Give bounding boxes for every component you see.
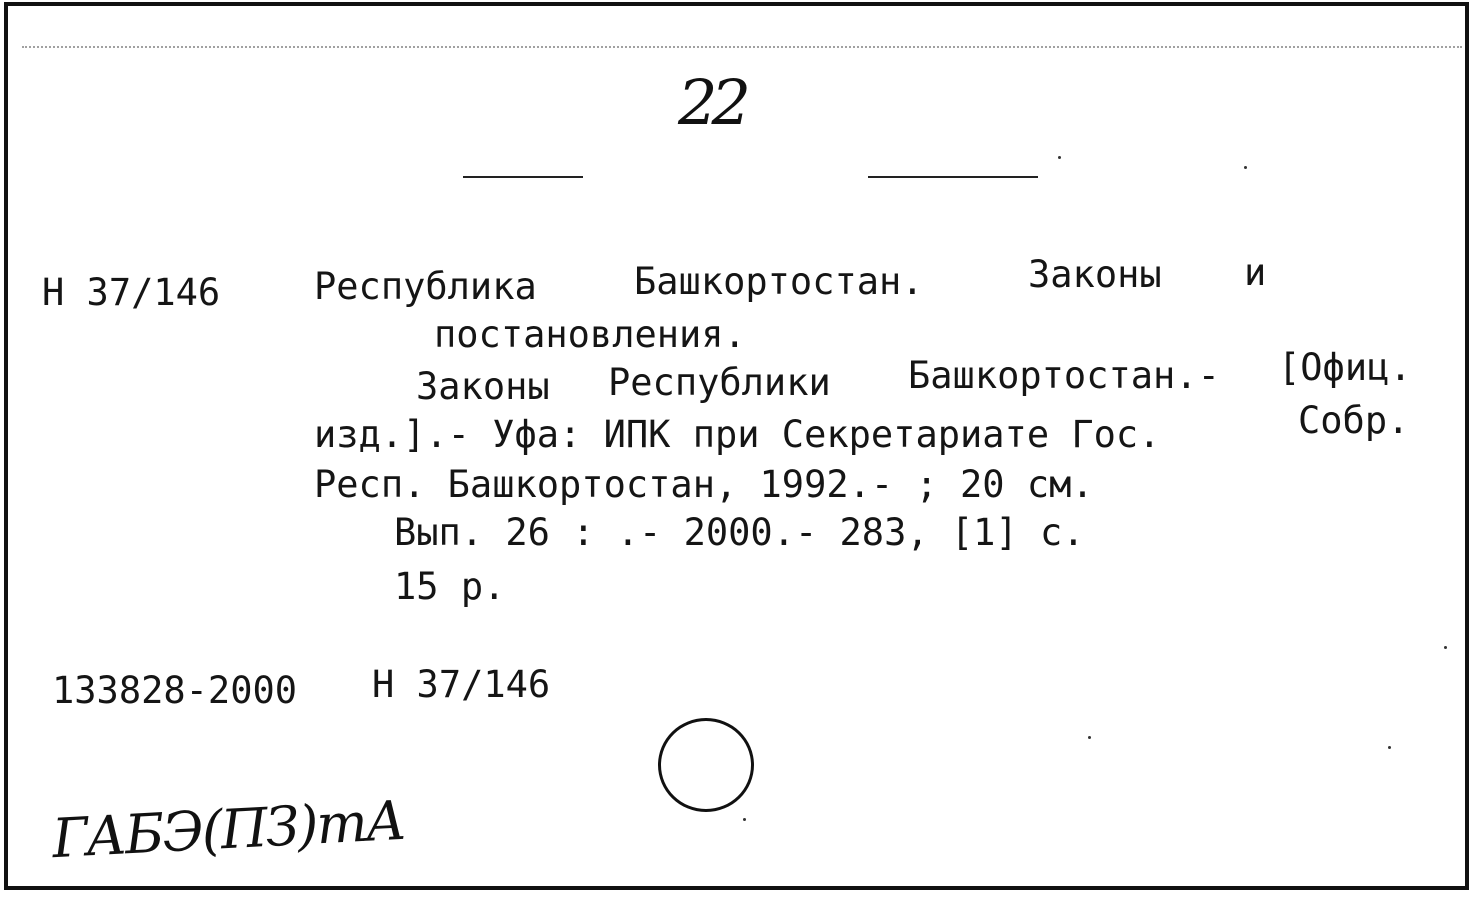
- page-number: 22: [678, 66, 745, 139]
- heading-laws: Законы: [1028, 253, 1162, 296]
- catalog-card: [4, 2, 1469, 890]
- speck: [1244, 166, 1247, 169]
- speck: [743, 818, 746, 821]
- price: 15 р.: [394, 565, 506, 608]
- title-word-1: Законы: [416, 365, 550, 408]
- heading-country: Республика: [314, 265, 537, 308]
- imprint-line: изд.].- Уфа: ИПК при Секретариате Гос.: [314, 413, 1161, 456]
- left-dash-rule: [463, 176, 583, 178]
- speck: [1058, 156, 1061, 159]
- speck: [1388, 746, 1391, 749]
- accession-number: 133828-2000: [52, 669, 298, 712]
- publication-line: Респ. Башкортостан, 1992.- ; 20 см.: [314, 463, 1094, 506]
- shelf-mark-top: Н 37/146: [42, 271, 221, 314]
- stamp-circle: [658, 718, 754, 812]
- speck: [1444, 646, 1447, 649]
- title-word-3: Башкортостан.-: [908, 354, 1220, 397]
- title-word-2: Республики: [608, 361, 831, 404]
- speck: [1088, 736, 1091, 739]
- heading-decrees: постановления.: [434, 313, 746, 356]
- handwritten-code: ГАБЭ(ПЗ)тА: [50, 788, 407, 871]
- heading-name: Башкортостан.: [634, 260, 924, 303]
- shelf-mark-bottom: Н 37/146: [372, 663, 551, 706]
- imprint-line-end: Собр.: [1298, 399, 1410, 442]
- heading-and: и: [1244, 251, 1267, 294]
- top-dotted-rule: [22, 46, 1462, 48]
- issue-line: Вып. 26 : .- 2000.- 283, [1] с.: [394, 511, 1085, 554]
- right-dash-rule: [868, 176, 1038, 178]
- title-word-4: [Офиц.: [1278, 346, 1412, 389]
